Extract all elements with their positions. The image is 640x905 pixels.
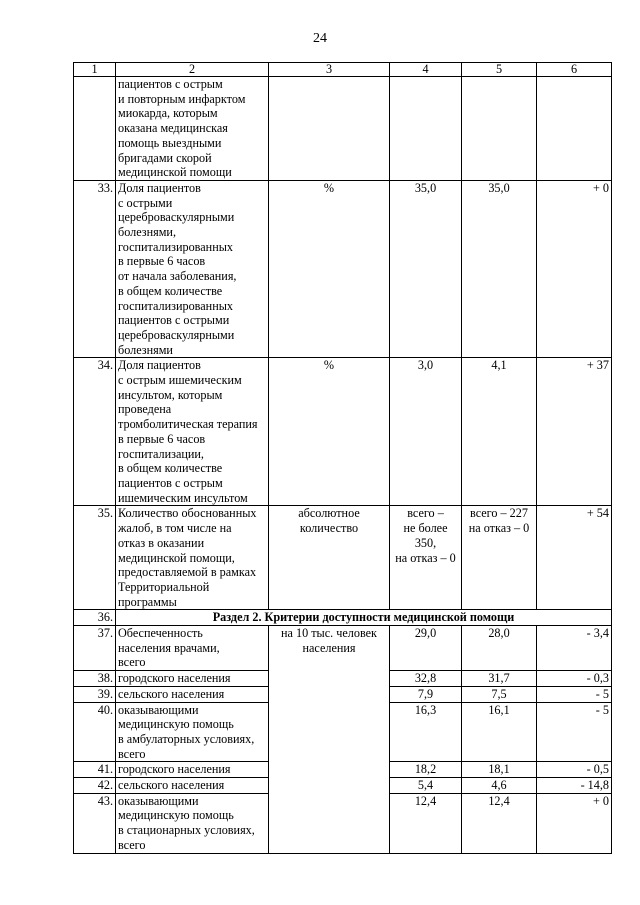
value-col6: - 14,8 [537, 778, 612, 794]
indicator-name: Доля пациентов с острым ишемическим инсультом, которым проведена тромболитическая терапия в первые 6 часов госпитализации, в общем количестве пациентов с острым ишемическим инсультом [116, 358, 269, 506]
indicator-name: городского населения [116, 762, 269, 778]
value-col6: + 0 [537, 793, 612, 853]
value-col5: 35,0 [462, 180, 537, 357]
criteria-table [73, 62, 612, 854]
unit-cell [269, 77, 390, 181]
row-number: 34. [74, 358, 116, 506]
value-col4: всего – не более 350, на отказ – 0 [390, 506, 462, 610]
row-number: 41. [74, 762, 116, 778]
header-cell: 4 [390, 63, 462, 77]
row-number: 35. [74, 506, 116, 610]
value-col4: 29,0 [390, 626, 462, 671]
header-cell: 5 [462, 63, 537, 77]
header-cell: 3 [269, 63, 390, 77]
row-number: 39. [74, 686, 116, 702]
indicator-name: городского населения [116, 671, 269, 687]
indicator-name: Обеспеченность населения врачами, всего [116, 626, 269, 671]
row-number: 38. [74, 671, 116, 687]
value-col5: 28,0 [462, 626, 537, 671]
indicator-name: Количество обоснованных жалоб, в том числе на отказ в оказании медицинской помощи, предоставляемой в рамках Территориальной программы [116, 506, 269, 610]
section-title: Раздел 2. Критерии доступности медицинской помощи [116, 610, 612, 626]
indicator-name: пациентов с острым и повторным инфарктом миокарда, которым оказана медицинская помощь выездными бригадами скорой медицинской помощи [116, 77, 269, 181]
row-number: 40. [74, 702, 116, 762]
row-number [74, 77, 116, 181]
value-col6: + 0 [537, 180, 612, 357]
value-col5: 4,1 [462, 358, 537, 506]
header-cell: 1 [74, 63, 116, 77]
value-col4: 5,4 [390, 778, 462, 794]
section-row [74, 610, 612, 626]
value-col4: 3,0 [390, 358, 462, 506]
unit-cell: % [269, 180, 390, 357]
value-col5: 7,5 [462, 686, 537, 702]
row-number: 36. [74, 610, 116, 626]
table-row [74, 77, 612, 181]
value-col4: 18,2 [390, 762, 462, 778]
value-col5: всего – 227 на отказ – 0 [462, 506, 537, 610]
header-cell: 6 [537, 63, 612, 77]
value-col4: 7,9 [390, 686, 462, 702]
unit-cell: абсолютное количество [269, 506, 390, 610]
row-number: 33. [74, 180, 116, 357]
value-col6: + 37 [537, 358, 612, 506]
value-col6: + 54 [537, 506, 612, 610]
value-col5: 16,1 [462, 702, 537, 762]
value-col4: 12,4 [390, 793, 462, 853]
header-row [74, 63, 612, 77]
row-number: 37. [74, 626, 116, 671]
value-col6: - 5 [537, 686, 612, 702]
value-col6: - 0,3 [537, 671, 612, 687]
row-number: 43. [74, 793, 116, 853]
value-col5: 31,7 [462, 671, 537, 687]
indicator-name: сельского населения [116, 686, 269, 702]
value-col6: - 3,4 [537, 626, 612, 671]
value-col4 [390, 77, 462, 181]
value-col4: 35,0 [390, 180, 462, 357]
value-col4: 32,8 [390, 671, 462, 687]
value-col6: - 5 [537, 702, 612, 762]
indicator-name: оказывающими медицинскую помощь в стационарных условиях, всего [116, 793, 269, 853]
value-col5: 18,1 [462, 762, 537, 778]
table-row [74, 626, 612, 671]
table-row [74, 506, 612, 610]
unit-cell: на 10 тыс. человек населения [269, 626, 390, 854]
value-col5: 12,4 [462, 793, 537, 853]
table-row [74, 180, 612, 357]
page-number: 24 [313, 31, 327, 46]
value-col4: 16,3 [390, 702, 462, 762]
row-number: 42. [74, 778, 116, 794]
indicator-name: оказывающими медицинскую помощь в амбулаторных условиях, всего [116, 702, 269, 762]
value-col6: - 0,5 [537, 762, 612, 778]
indicator-name: сельского населения [116, 778, 269, 794]
table-row [74, 358, 612, 506]
value-col5 [462, 77, 537, 181]
value-col5: 4,6 [462, 778, 537, 794]
header-cell: 2 [116, 63, 269, 77]
unit-cell: % [269, 358, 390, 506]
indicator-name: Доля пациентов с острыми цереброваскулярными болезнями, госпитализированных в первые 6 часов от начала заболевания, в общем количестве госпитализированных пациентов с острыми цереброваскулярными болезнями [116, 180, 269, 357]
value-col6 [537, 77, 612, 181]
